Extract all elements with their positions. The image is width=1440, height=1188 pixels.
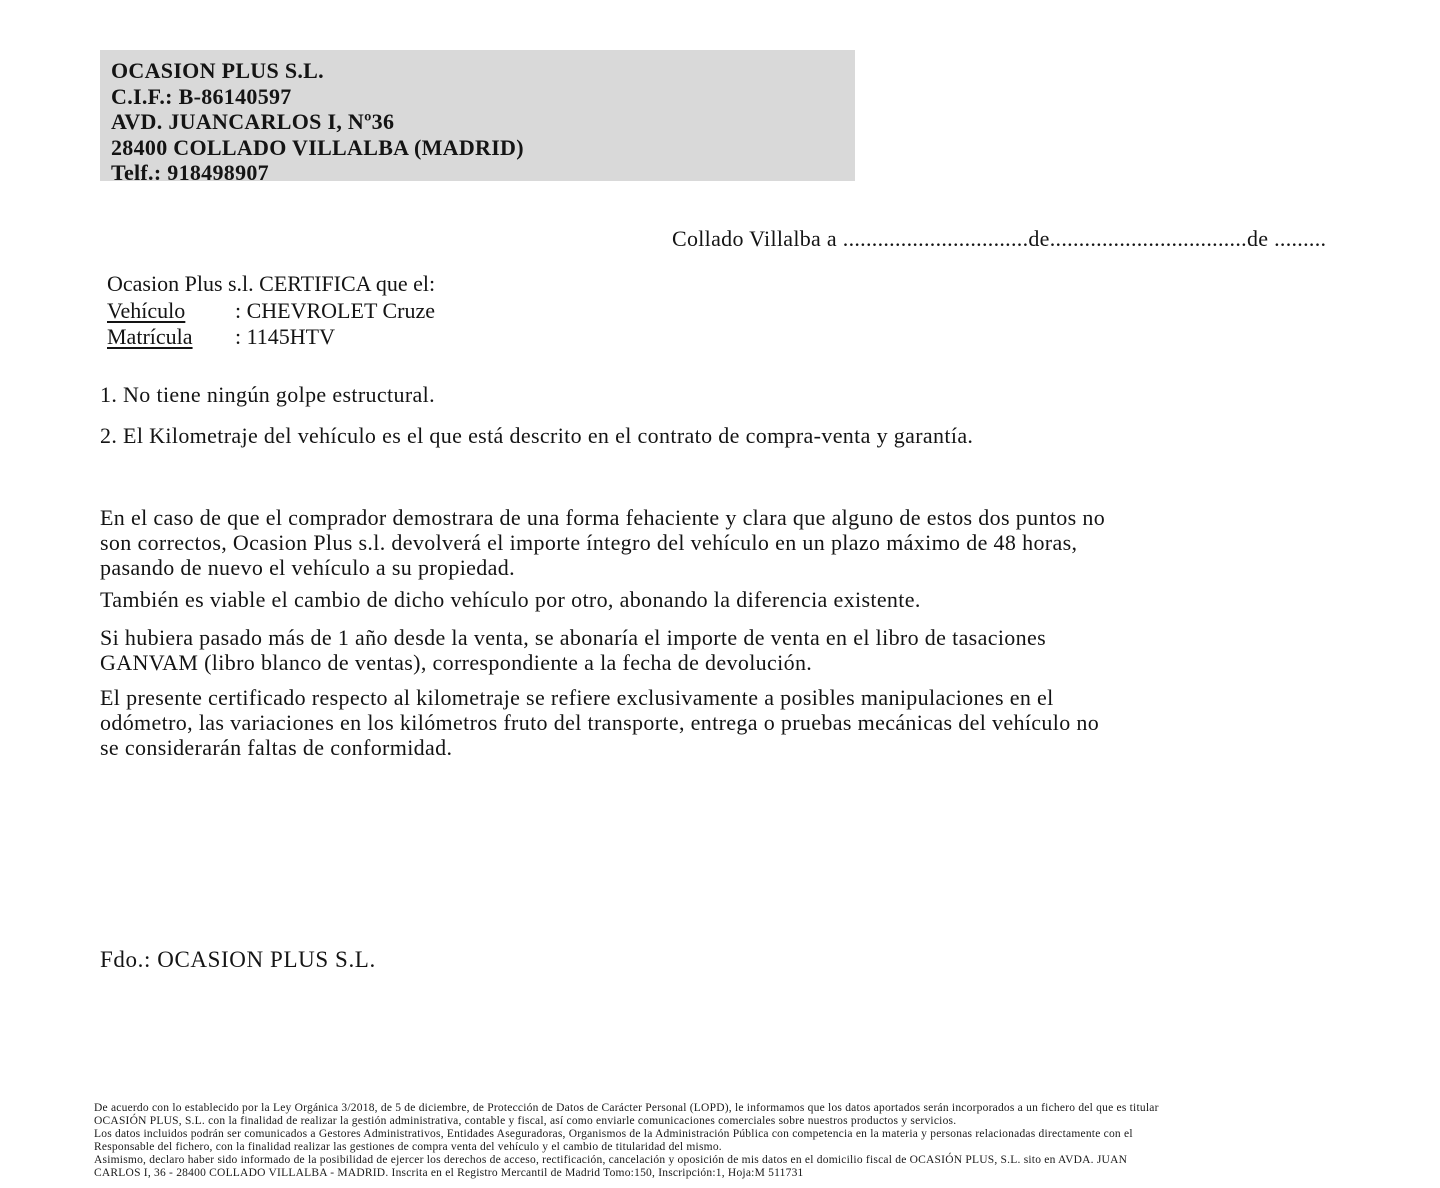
paragraph-ganvam-line-1: Si hubiera pasado más de 1 año desde la venta, se abonaría el importe de venta en el libro de tasaciones	[100, 625, 1047, 650]
signature-line: Fdo.: OCASION PLUS S.L.	[100, 947, 376, 972]
date-fill-in-line: Collado Villalba a ................................de..................................de .........	[672, 226, 1327, 251]
company-phone: Telf.: 918498907	[111, 160, 269, 186]
paragraph-odometer-line-2: odómetro, las variaciones en los kilómetros fruto del transporte, entrega o pruebas mecánicas del vehículo no	[100, 710, 1100, 736]
paragraph-refund-line-2: son correctos, Ocasion Plus s.l. devolverá el importe íntegro del vehículo en un plazo máximo de 48 horas,	[100, 530, 1078, 556]
legal-footer-line-2: OCASIÓN PLUS, S.L. con la finalidad de realizar la gestión administrativa, contable y fiscal, así como enviarle comunicaciones comerciales sobre nuestros productos y servicios.	[94, 1114, 957, 1127]
paragraph-refund-line-3: pasando de nuevo el vehículo a su propiedad.	[100, 555, 515, 581]
certification-intro: Ocasion Plus s.l. CERTIFICA que el:	[107, 271, 436, 296]
vehicle-label: Vehículo	[107, 297, 186, 323]
certification-block	[107, 271, 435, 351]
legal-footer-line-1: De acuerdo con lo establecido por la Ley Orgánica 3/2018, de 5 de diciembre, de Protección de Datos de Carácter Personal (LOPD), le informamos que los datos aportados serán incorporados a un fichero del que es titular	[94, 1102, 1159, 1114]
legal-footer-line-4: Responsable del fichero, con la finalidad realizar las gestiones de compra venta del vehículo y el cambio de titularidad del mismo.	[94, 1140, 722, 1153]
plate-label: Matrícula	[107, 324, 193, 349]
vehicle-value: : CHEVROLET Cruze	[235, 297, 436, 323]
paragraph-refund-line-1: En el caso de que el comprador demostrara de una forma fehaciente y clara que alguno de estos dos puntos no	[100, 505, 1106, 530]
legal-footer	[94, 1102, 1159, 1179]
company-name: OCASION PLUS S.L.	[111, 58, 324, 83]
legal-footer-line-3: Los datos incluidos podrán ser comunicados a Gestores Administrativos, Entidades Aseguradoras, Organismos de la Administración Pública con competencia en la materia y personas relacionadas directamente con el	[94, 1127, 1133, 1140]
legal-footer-line-5: Asimismo, declaro haber sido informado de la posibilidad de ejercer los derechos de acceso, rectificación, cancelación y oposición de mis datos en el domicilio fiscal de OCASIÓN PLUS, S.L. sito en AVDA. JUAN	[94, 1153, 1128, 1166]
paragraph-ganvam-line-2: GANVAM (libro blanco de ventas), correspondiente a la fecha de devolución.	[100, 650, 813, 676]
plate-value: : 1145HTV	[235, 324, 336, 349]
company-address: AVD. JUANCARLOS I, Nº36	[111, 109, 395, 135]
paragraph-refund	[100, 505, 1105, 581]
company-header-box	[100, 50, 855, 186]
paragraph-ganvam	[100, 625, 1046, 675]
clause-mileage: 2. El Kilometraje del vehículo es el que está descrito en el contrato de compra-venta y garantía.	[100, 423, 974, 448]
company-city: 28400 COLLADO VILLALBA (MADRID)	[111, 134, 524, 160]
plate-row	[107, 324, 435, 351]
vehicle-row	[107, 298, 435, 325]
paragraph-exchange-line-1: También es viable el cambio de dicho vehículo por otro, abonando la diferencia existente.	[100, 587, 921, 612]
legal-footer-line-6: CARLOS I, 36 - 28400 COLLADO VILLALBA - MADRID. Inscrita en el Registro Mercantil de Madrid Tomo:150, Inscripción:1, Hoja:M 511731	[94, 1166, 804, 1179]
clause-no-structural-damage: 1. No tiene ningún golpe estructural.	[100, 382, 435, 407]
paragraph-odometer-line-3: se considerarán faltas de conformidad.	[100, 735, 453, 761]
paragraph-odometer	[100, 685, 1099, 761]
paragraph-exchange	[100, 587, 921, 612]
company-cif: C.I.F.: B-86140597	[111, 83, 292, 109]
paragraph-odometer-line-1: El presente certificado respecto al kilometraje se refiere exclusivamente a posibles manipulaciones en el	[100, 685, 1054, 710]
